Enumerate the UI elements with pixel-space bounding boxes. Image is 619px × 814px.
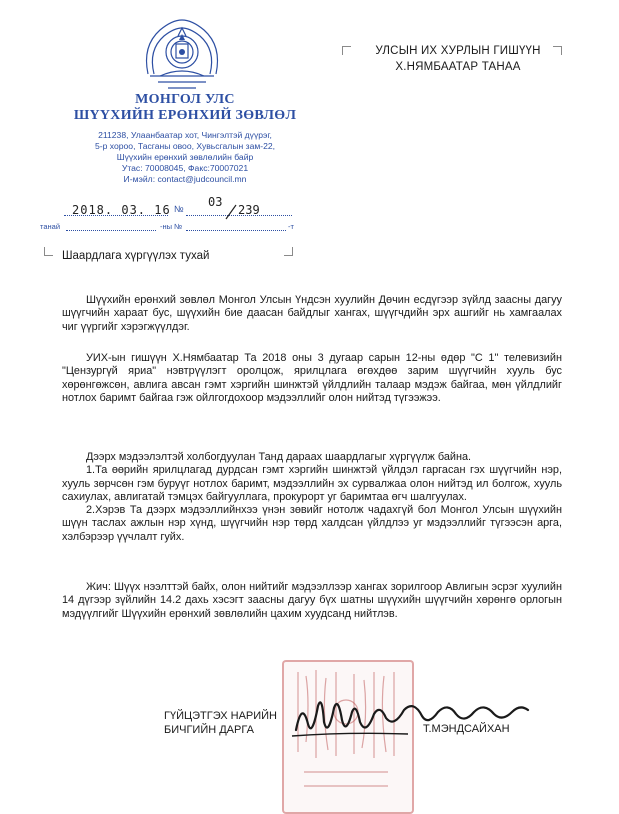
paragraph-intro: Дээрх мэдээлэлтэй холбогдуулан Танд дараах шаардлагыг хүргүүлж байна. bbox=[86, 451, 472, 463]
paragraph-text: УИХ-ын гишүүн Х.Нямбаатар Та 2018 оны 3 дугаар сарын 12-ны өдөр "С 1" телевизийн "Цензургүй яриа" нэвтрүүлэгт оролцож, ярилцлага өгөхдөө зарим шүүгчийн хууль бус хөрөнгөжсөн, авлига авсан гэмт хэргийн шинжтэй үйлдлийн талаар мэдэж байгаа, мөн үйлдлийг нотлох баримт байгаа гэж ойлгогдохоор мэдээллийг олон нийтэд түгээжээ. bbox=[62, 352, 562, 404]
demand-item-2: 2.Хэрэв Та дээрх мэдээллийнхээ үнэн зөвийг нотолж чадахгүй бол Монгол Улсын шүүхийн шүүн таслах ажлын нэр хүнд, шүүгчийн нэр төрд халдсан үйлдлээ уг мэдээллийг түгээсэн арга, хэлбэрээр үүчлалт гуйх. bbox=[62, 504, 562, 543]
date-number-line bbox=[48, 195, 298, 219]
org-name-line2: ШҮҮХИЙН ЕРӨНХИЙ ЗӨВЛӨЛ bbox=[73, 108, 297, 123]
tanai-dotted-line bbox=[66, 230, 156, 231]
recipient-title: УЛСЫН ИХ ХУРЛЫН ГИШҮҮН bbox=[375, 45, 541, 57]
email-line: И-мэйл: contact@judcouncil.mn bbox=[123, 174, 247, 184]
recipient-name: Х.НЯМБААТАР ТАНАА bbox=[395, 61, 521, 73]
handwritten-ref-top: 03 bbox=[208, 195, 223, 209]
body-paragraph-3 bbox=[62, 451, 562, 544]
signer-title-line2: БИЧГИЙН ДАРГА bbox=[164, 724, 254, 736]
signer-title-line1: ГҮЙЦЭТГЭХ НАРИЙН bbox=[164, 710, 277, 722]
letter-subject: Шаардлага хүргүүлэх тухай bbox=[62, 250, 210, 262]
tanai-t-label: -т bbox=[288, 222, 294, 231]
body-paragraph-note bbox=[62, 581, 562, 621]
handwritten-ref-bottom: 239 bbox=[238, 203, 260, 217]
your-reference-line bbox=[40, 222, 300, 234]
subject-bracket-right bbox=[284, 247, 293, 256]
handwritten-date: 2018. 03. 16 bbox=[72, 203, 171, 217]
demand-item-1: 1.Та өөрийн ярилцлагад дурдсан гэмт хэргийн шинжтэй үйлдэл гаргасан гэх шүүгчийн нэр, хууль зөрчсөн гэм буруүг нотлох баримт, мэдээллийн эх сурвалжаа олон нийтэд ил болгож, хууль сахиулах, авлигатай тэмцэх байгууллага, прокурорт уг баримтаа өгч шалгуулах. bbox=[62, 464, 562, 503]
phone-fax-line: Утас: 70008045, Факс:70007021 bbox=[121, 163, 249, 173]
org-name-line1: МОНГОЛ УЛС bbox=[135, 92, 235, 107]
address-line-3: Шүүхийн ерөнхий зөвлөлийн байр bbox=[116, 152, 254, 162]
address-line-2: 5-р хороо, Тасганы овоо, Хувьсгалын зам-22, bbox=[94, 141, 276, 151]
tanai-number-dotted-line bbox=[186, 230, 286, 231]
signer-name: Т.МЭНДСАЙХАН bbox=[423, 723, 510, 735]
tanai-number-label: -ны № bbox=[160, 222, 183, 231]
body-paragraph-2 bbox=[62, 352, 562, 405]
subject-bracket-left bbox=[44, 247, 53, 256]
paragraph-text: Шүүхийн ерөнхий зөвлөл Монгол Улсын Үндсэн хуулийн Дөчин есдүгээр зүйлд заасны дагуу шүүгчийн хараат бус, шүүхийн бие даасан байдлыг хангах, шүүгчдийн эрх ашгийг нь хамгаалах чиг үүргийг хэрэгжүүлдэг. bbox=[62, 294, 562, 333]
address-line-1: 211238, Улаанбаатар хот, Чингэлтэй дүүрэг, bbox=[98, 130, 272, 140]
number-label: № bbox=[174, 204, 184, 214]
recipient-bracket-left bbox=[342, 46, 351, 55]
body-paragraph-1 bbox=[62, 294, 562, 334]
tanai-label: танай bbox=[40, 222, 61, 231]
paragraph-text: Жич: Шүүх нээлттэй байх, олон нийтийг мэдээллээр хангах зорилгоор Авлигын эсрэг хуулийн 14 дүгээр зүйлийн 14.2 дахь хэсэгт заасны дагуу бүх шатны шүүхийн шүүгчийн хөрөнгө орлогын мэдүүлгийг Шүүхийн ерөнхий зөвлөлийн цахим хуудсанд нийтлэв. bbox=[62, 581, 562, 620]
state-emblem-icon bbox=[138, 16, 226, 92]
